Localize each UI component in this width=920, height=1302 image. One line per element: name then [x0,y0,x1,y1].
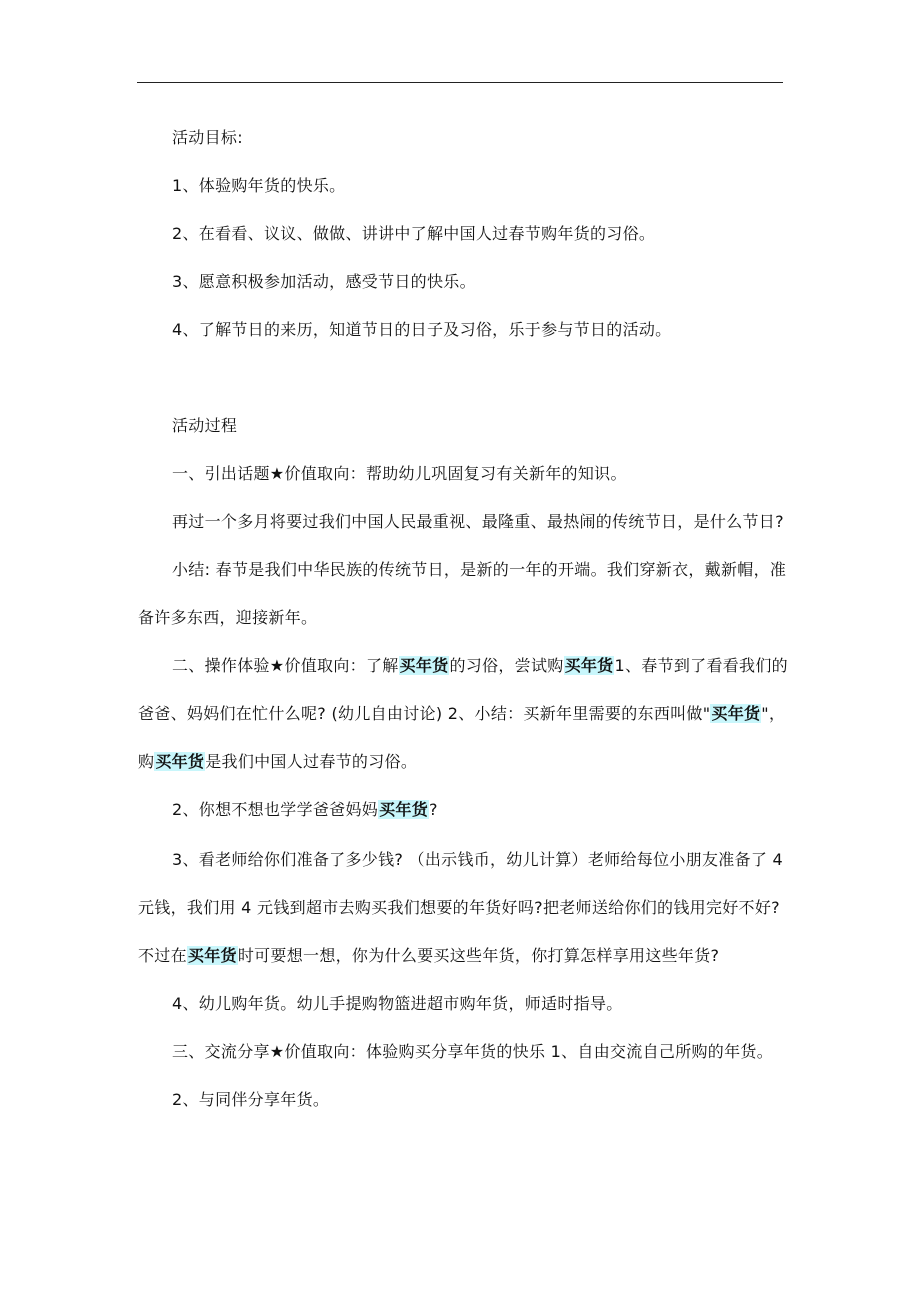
section-2-title-line-3 [138,750,417,774]
text-segment: 不过在 [138,946,187,965]
process-heading: 活动过程 [172,416,238,435]
section-2-title-line-1 [172,654,788,678]
text-segment: 二、操作体验★价值取向：了解 [172,656,399,675]
section-2-title-line-2 [138,702,785,726]
goal-item-3: 3、愿意积极参加活动，感受节日的快乐。 [172,272,476,291]
section-1-question: 再过一个多月将要过我们中国人民最重视、最隆重、最热闹的传统节日，是什么节日? [172,512,784,531]
text-segment: 时可要想一想，你为什么要买这些年货，你打算怎样享用这些年货? [237,946,720,965]
text-segment: 爸爸、妈妈们在忙什么呢? (幼儿自由讨论) 2、小结：买新年里需要的东西叫做" [138,704,711,723]
section-3-item-2: 2、与同伴分享年货。 [172,1090,330,1109]
highlighted-term: 买年货 [399,656,449,675]
goal-item-1: 1、体验购年货的快乐。 [172,176,346,195]
section-3-title: 三、交流分享★价值取向：体验购买分享年货的快乐 1、自由交流自己所购的年货。 [172,1042,774,1061]
highlighted-term: 买年货 [187,946,237,965]
text-segment: 的习俗，尝试购 [449,656,564,675]
section-1-summary-line-1: 小结: 春节是我们中华民族的传统节日，是新的一年的开端。我们穿新衣，戴新帽，准 [172,560,787,579]
highlighted-term: 买年货 [711,704,761,723]
goals-heading: 活动目标: [172,128,243,147]
section-2-item-3-line-2: 元钱，我们用 4 元钱到超市去购买我们想要的年货好吗?把老师送给你们的钱用完好不好? [138,898,780,917]
highlighted-term: 买年货 [564,656,614,675]
goal-item-2: 2、在看看、议议、做做、讲讲中了解中国人过春节购年货的习俗。 [172,224,656,243]
text-segment: 1、春节到了看看我们的 [614,656,788,675]
goal-item-4: 4、了解节日的来历，知道节日的日子及习俗，乐于参与节日的活动。 [172,320,672,339]
section-1-title: 一、引出话题★价值取向：帮助幼儿巩固复习有关新年的知识。 [172,464,627,483]
section-2-item-3-line-3 [138,944,719,968]
text-segment: 2、你想不想也学学爸爸妈妈 [172,800,379,819]
section-2-item-3-line-1: 3、看老师给你们准备了多少钱? （出示钱币，幼儿计算）老师给每位小朋友准备了 4 [172,850,784,869]
section-1-summary-line-2: 备许多东西，迎接新年。 [138,608,318,627]
header-rule [137,82,783,83]
highlighted-term: 买年货 [155,752,205,771]
text-segment: 是我们中国人过春节的习俗。 [205,752,418,771]
text-segment: 购 [138,752,155,771]
highlighted-term: 买年货 [379,800,428,819]
section-2-item-4: 4、幼儿购年货。幼儿手提购物篮进超市购年货，师适时指导。 [172,994,623,1013]
section-2-item-2 [172,798,438,822]
text-segment: ? [429,800,438,819]
text-segment: "， [761,704,786,723]
